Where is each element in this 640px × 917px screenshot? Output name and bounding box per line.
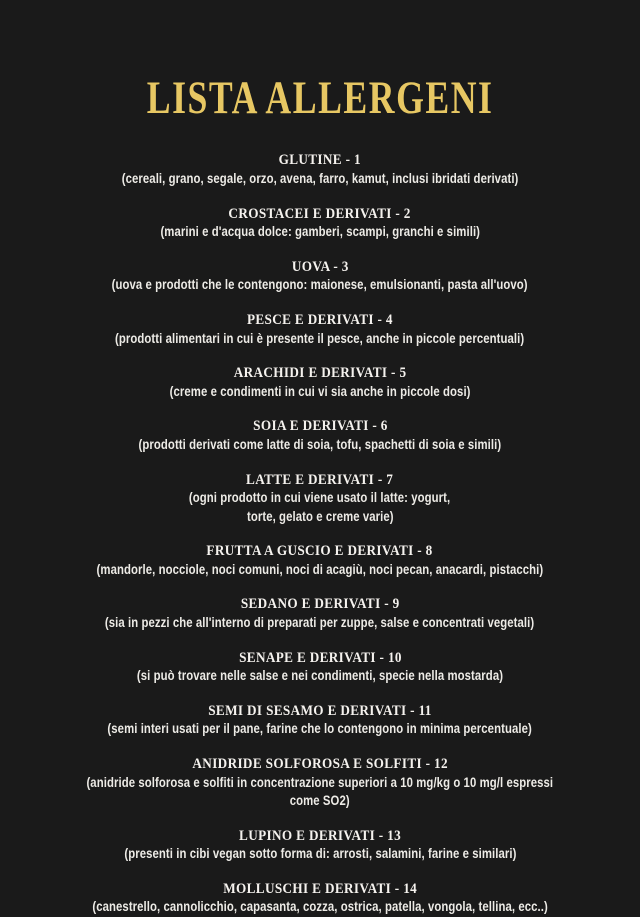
allergen-item-senape — [0, 649, 640, 686]
allergen-item-latte — [0, 471, 640, 527]
allergen-description: torte, gelato e creme varie) — [246, 508, 394, 524]
allergen-description: (marini e d'acqua dolce: gamberi, scampi, granchi e simili) — [160, 224, 480, 240]
allergen-item-pesce — [0, 311, 640, 348]
allergen-name: SENAPE E DERIVATI - 10 — [238, 649, 402, 666]
allergen-item-soia — [0, 417, 640, 454]
allergen-description: (prodotti derivati come latte di soia, tofu, spachetti di soia e simili) — [138, 436, 502, 452]
allergen-description: (cereali, grano, segale, orzo, avena, farro, kamut, inclusi ibridati derivati) — [121, 170, 519, 186]
allergen-name: CROSTACEI E DERIVATI - 2 — [228, 205, 412, 222]
allergen-name: SEDANO E DERIVATI - 9 — [240, 596, 400, 613]
allergen-item-crostacei — [0, 205, 640, 242]
allergen-item-frutta-a-guscio — [0, 542, 640, 579]
allergen-description: come SO2) — [289, 793, 351, 809]
allergen-description: (canestrello, cannolicchio, capasanta, cozza, ostrica, patella, vongola, tellina, ecc..) — [92, 899, 548, 915]
allergen-description: (uova e prodotti che le contengono: maionese, emulsionanti, pasta all'uovo) — [111, 277, 529, 293]
allergen-description: (ogni prodotto in cui viene usato il latte: yogurt, — [189, 490, 451, 506]
allergen-description: (semi interi usati per il pane, farine che lo contengono in minima percentuale) — [107, 721, 533, 737]
allergen-name: MOLLUSCHI E DERIVATI - 14 — [223, 880, 417, 897]
allergen-description: (prodotti alimentari in cui è presente il pesce, anche in piccole percentuali) — [115, 330, 525, 346]
allergen-item-molluschi — [0, 880, 640, 917]
page-title-text: LISTA ALLERGENI — [146, 72, 494, 125]
allergen-name: UOVA - 3 — [291, 258, 349, 275]
allergen-item-semi-di-sesamo — [0, 702, 640, 739]
allergen-item-sedano — [0, 595, 640, 632]
allergen-description: (si può trovare nelle salse e nei condimenti, specie nella mostarda) — [136, 668, 504, 684]
allergen-name: ANIDRIDE SOLFOROSA E SOLFITI - 12 — [192, 756, 448, 773]
allergen-item-glutine — [0, 151, 640, 188]
allergen-name: FRUTTA A GUSCIO E DERIVATI - 8 — [206, 543, 434, 560]
allergen-description: (presenti in cibi vegan sotto forma di: arrosti, salamini, farine e similari) — [123, 846, 517, 862]
allergen-item-anidride-solforosa — [0, 755, 640, 811]
allergen-name: ARACHIDI E DERIVATI - 5 — [233, 365, 407, 382]
allergen-name: SEMI DI SESAMO E DERIVATI - 11 — [208, 702, 432, 719]
allergen-item-lupino — [0, 827, 640, 864]
allergen-name: SOIA E DERIVATI - 6 — [252, 418, 388, 435]
allergen-item-uova — [0, 258, 640, 295]
allergen-description: (anidride solforosa e solfiti in concentrazione superiori a 10 mg/kg o 10 mg/l espressi — [86, 774, 554, 790]
page-title — [0, 73, 640, 123]
allergen-name: GLUTINE - 1 — [278, 152, 362, 169]
allergen-description: (mandorle, nocciole, noci comuni, noci di acagiù, noci pecan, anacardi, pistacchi) — [96, 561, 544, 577]
allergen-name: PESCE E DERIVATI - 4 — [247, 312, 393, 329]
allergen-name: LUPINO E DERIVATI - 13 — [238, 827, 402, 844]
allergen-description: (creme e condimenti in cui vi sia anche in piccole dosi) — [169, 383, 471, 399]
allergen-item-arachidi — [0, 364, 640, 401]
allergen-name: LATTE E DERIVATI - 7 — [246, 471, 394, 488]
allergen-description: (sia in pezzi che all'interno di preparati per zuppe, salse e concentrati vegetali) — [105, 614, 535, 630]
